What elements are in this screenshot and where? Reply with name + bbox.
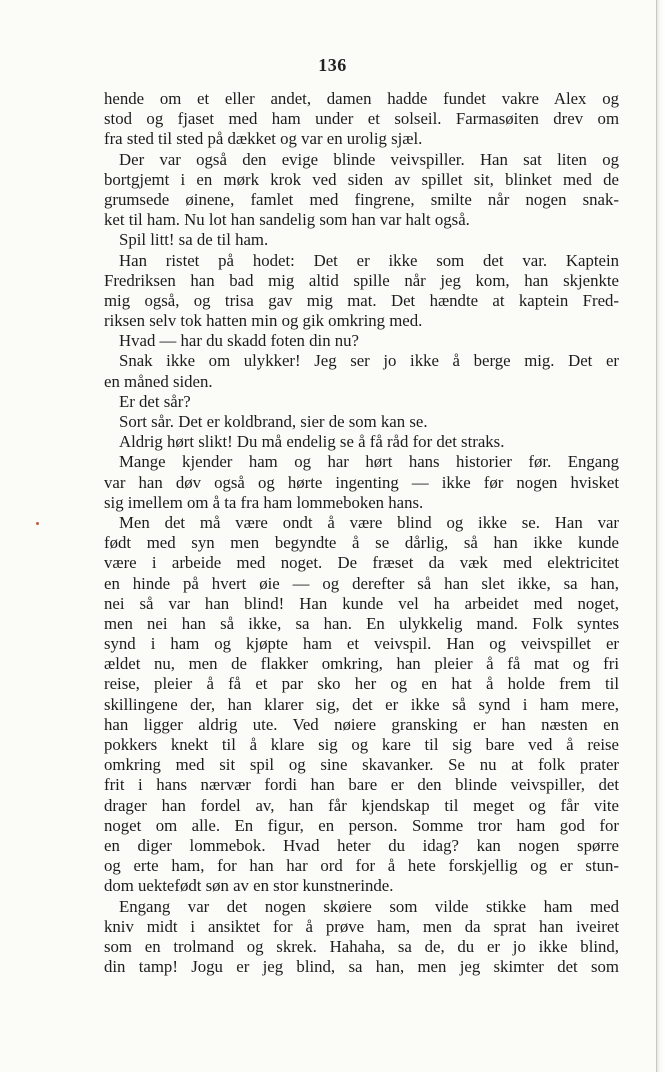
text-line: en diger lommebok. Hvad heter du idag? kan nogen spørre: [104, 835, 619, 855]
body-text: [104, 89, 619, 977]
text-line: Han ristet på hodet: Det er ikke som det var. Kaptein: [119, 250, 619, 270]
text-line: Snak ikke om ulykker! Jeg ser jo ikke å berge mig. Det er: [119, 351, 619, 371]
text-line: dom uektefødt søn av en stor kunstnerinde.: [104, 876, 394, 896]
text-line: Spil litt! sa de til ham.: [119, 230, 269, 250]
text-line: din tamp! Jogu er jeg blind, sa han, men jeg skimter det som: [104, 957, 619, 977]
text-line: en måned siden.: [104, 371, 213, 391]
text-line: han ligger aldrig ute. Ved nøiere gransking er han næsten en: [104, 714, 619, 734]
page-edge: [656, 0, 665, 1072]
text-line: født med syn men begyndte å se dårlig, så han ikke kunde: [104, 533, 619, 553]
text-line: nei så var han blind! Han kunde vel ha arbeidet med noget,: [104, 593, 619, 613]
text-line: en hinde på hvert øie — og derefter så han slet ikke, sa han,: [104, 573, 619, 593]
text-line: var han døv også og hørte ingenting — ikke før nogen hvisket: [104, 472, 619, 492]
text-line: omkring med sit spil og sine skavanker. Se nu at folk prater: [104, 755, 619, 775]
text-line: grumsede øinene, famlet med fingrene, smilte når nogen snak-: [104, 189, 619, 209]
text-line: riksen selv tok hatten min og gik omkring med.: [104, 311, 423, 331]
text-line: sig imellem om å ta fra ham lommeboken hans.: [104, 492, 424, 512]
text-line: pokkers knekt til å klare sig og kare til sig bare ved å reise: [104, 735, 619, 754]
page-number: 136: [318, 55, 347, 75]
text-line: ældet nu, men de flakker omkring, han pleier å få mat og fri: [104, 654, 619, 674]
text-line: Der var også den evige blinde veivspiller. Han sat liten og: [119, 149, 619, 169]
text-line: drager han fordel av, han får kjendskap til meget og får vite: [104, 795, 619, 815]
text-line: ket til ham. Nu lot han sandelig som han var halt også.: [104, 210, 470, 230]
text-line: mig også, og trisa gav mig mat. Det hændte at kaptein Fred-: [104, 290, 619, 310]
text-line: være i arbeide med noget. De fræset da væk med elektricitet: [104, 553, 619, 573]
text-line: Fredriksen han bad mig altid spille når jeg kom, han skjenkte: [104, 270, 619, 290]
text-line: frit i hans nærvær fordi han bare er den blinde veivspiller, det: [104, 775, 619, 795]
text-line: Sort sår. Det er koldbrand, sier de som kan se.: [119, 412, 428, 431]
text-line: hende om et eller andet, damen hadde fundet vakre Alex og: [104, 89, 619, 108]
text-line: men nei han så ikke, sa han. En ulykkelig mand. Folk syntes: [104, 613, 619, 633]
text-line: og erte ham, for han har ord for å hete forskjellig og er stun-: [104, 856, 619, 876]
text-line: Hvad — har du skadd foten din nu?: [119, 331, 360, 351]
text-line: fra sted til sted på dækket og var en urolig sjæl.: [104, 129, 423, 149]
text-line: bortgjemt i en mørk krok ved siden av spillet sit, blinket med de: [104, 169, 619, 189]
text-line: Er det sår?: [119, 391, 191, 411]
text-line: skillingene der, han klarer sig, det er ikke så synd i ham mere,: [104, 694, 619, 714]
text-line: Mange kjender ham og har hørt hans historier før. Engang: [119, 452, 619, 472]
text-line: Men det må være ondt å være blind og ikke se. Han var: [119, 512, 619, 532]
text-line: Engang var det nogen skøiere som vilde stikke ham med: [119, 896, 619, 916]
text-line: noget om alle. En figur, en person. Somme tror ham god for: [104, 815, 619, 835]
text-line: Aldrig hørt slikt! Du må endelig se å få råd for det straks.: [119, 432, 505, 452]
text-line: som en trolmand og skrek. Hahaha, sa de, du er jo ikke blind,: [104, 936, 619, 956]
text-line: synd i ham og kjøpte ham et veivspil. Han og veivspillet er: [104, 634, 619, 654]
text-line: stod og fjaset med ham under et solseil. Farmasøiten drev om: [104, 109, 619, 129]
text-line: reise, pleier å få et par sko her og en hat å holde frem til: [104, 674, 619, 694]
text-line: kniv midt i ansiktet for å prøve ham, men da sprat han iveiret: [104, 916, 619, 936]
paper-speck: [36, 522, 39, 525]
